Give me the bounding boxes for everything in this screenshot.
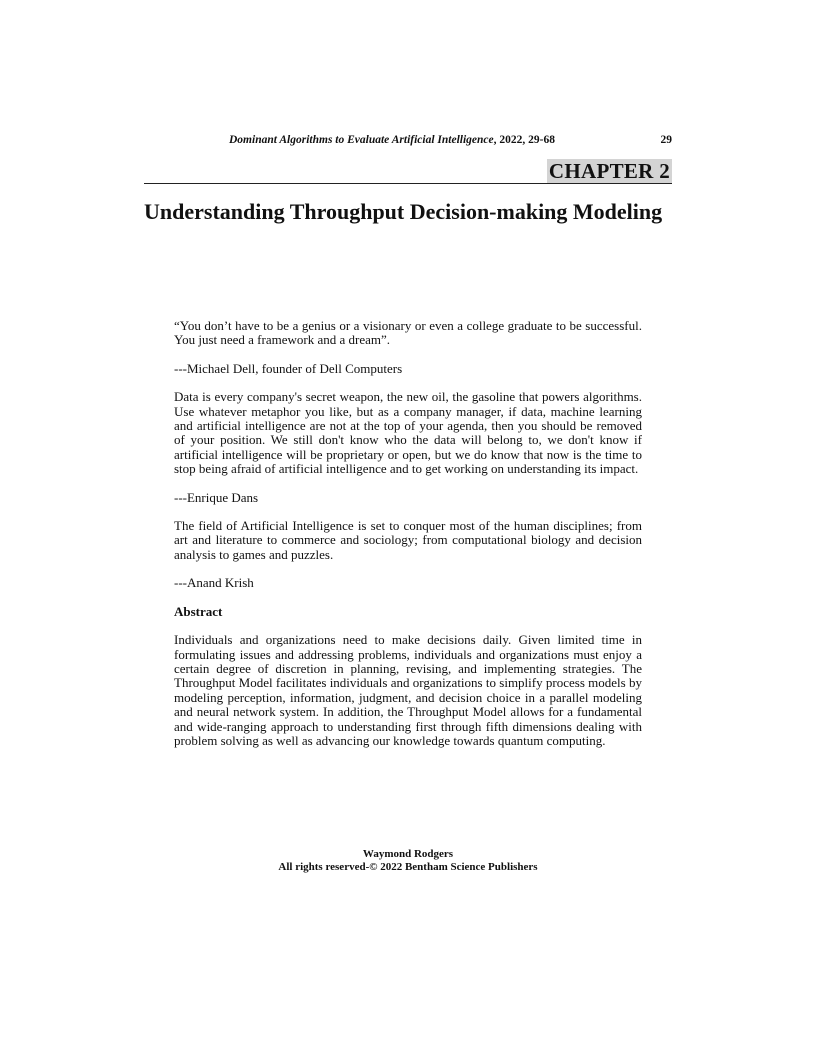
epigraph-attribution-2: ---Enrique Dans (174, 489, 259, 505)
chapter-body (174, 319, 642, 762)
copyright-notice: All rights reserved-© 2022 Bentham Science Publishers (278, 861, 538, 873)
chapter-label: CHAPTER 2 (548, 159, 670, 183)
epigraph-quote-2: Data is every company's secret weapon, the new oil, the gasoline that powers algorithms. Use whatever metaphor you like, but as a company manager, if data, machine learning and artificial intelligence are not at the top of your agenda, then you should be removed of your position. We still don't know who the data will belong to, we don't know if artificial intelligence will be proprietary or open, but we do know that now is the time to stop being afraid of artificial intelligence and to get working on understanding its impact. (174, 389, 642, 477)
epigraph-quote-1: “You don’t have to be a genius or a visionary or even a college graduate to be successful. You just need a framework and a dream”. (174, 318, 642, 348)
header-rule (144, 183, 672, 184)
epigraph-quote-3: The field of Artificial Intelligence is set to conquer most of the human disciplines; from art and literature to commerce and sociology; from computational biology and decision analysis to games and puzzles. (174, 518, 642, 562)
chapter-title: Understanding Throughput Decision-making Modeling (144, 199, 663, 224)
page-footer (0, 848, 816, 874)
abstract-heading: Abstract (174, 603, 223, 619)
author-name: Waymond Rodgers (362, 848, 454, 860)
running-head-citation (229, 133, 555, 147)
journal-title: Dominant Algorithms to Evaluate Artificial Intelligence (229, 134, 494, 146)
page-number: 29 (660, 134, 672, 146)
citation-details: , 2022, 29-68 (493, 134, 555, 146)
abstract-text: Individuals and organizations need to make decisions daily. Given limited time in formulating issues and addressing problems, individuals and organizations must enjoy a certain degree of discretion in planning, revising, and implementing strategies. The Throughput Model facilitates individuals and organizations to simplify process models by modeling perception, information, judgment, and decision choice in a parallel modeling and neural network system. In addition, the Throughput Model allows for a fundamental and wide-ranging approach to understanding first through fifth dimensions dealing with problem solving as well as advancing our knowledge towards quantum computing. (174, 632, 642, 748)
epigraph-attribution-1: ---Michael Dell, founder of Dell Computers (174, 360, 403, 376)
epigraph-attribution-3: ---Anand Krish (174, 575, 254, 591)
